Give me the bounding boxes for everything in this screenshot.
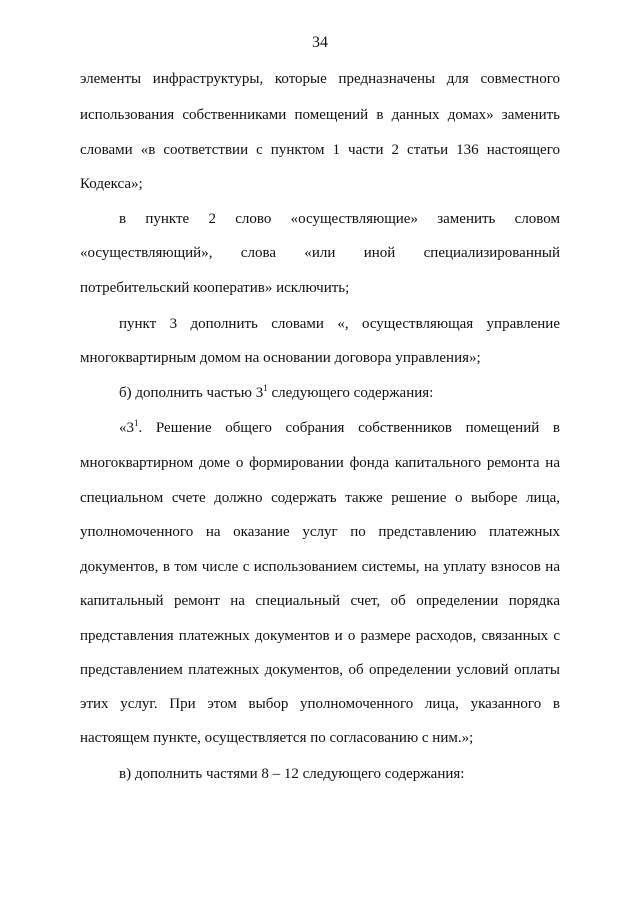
superscript: 1 — [263, 383, 268, 393]
text-line: пункт 3 дополнить словами «, осуществляющая управление — [119, 316, 560, 332]
text-line: потребительский кооператив» исключить; — [80, 280, 350, 296]
text-line: представления платежных документов и о размере расходов, связанных с — [80, 628, 560, 644]
text-line: настоящем пункте, осуществляется по согласованию с ним.»; — [80, 730, 474, 746]
text-fragment: б) дополнить частью 3 — [119, 385, 264, 401]
text-fragment: следующего содержания: — [271, 385, 434, 401]
page-number: 34 — [312, 34, 328, 51]
text-line: представлением платежных документов, об определении условий оплаты — [80, 662, 560, 678]
text-line: многоквартирном доме о формировании фонда капитального ремонта на — [80, 455, 560, 471]
text-line — [119, 383, 433, 403]
text-line: в) дополнить частями 8 – 12 следующего содержания: — [119, 766, 465, 782]
text-line: специальном счете должно содержать также решение о выборе лица, — [80, 490, 560, 506]
text-line: словами «в соответствии с пунктом 1 части 2 статьи 136 настоящего — [80, 142, 560, 158]
text-line: уполномоченного на оказание услуг по представлению платежных — [80, 524, 560, 540]
text-fragment: «3 — [119, 420, 134, 436]
text-line: документов, в том числе с использованием системы, на уплату взносов на — [80, 559, 560, 575]
text-line: использования собственниками помещений в данных домах» заменить — [80, 107, 560, 123]
text-fragment: . Решение общего собрания собственников помещений в — [138, 420, 560, 436]
text-line: «осуществляющий», слова «или иной специализированный — [80, 245, 560, 261]
text-line: элементы инфраструктуры, которые предназначены для совместного — [80, 71, 560, 87]
text-line: капитальный ремонт на специальный счет, об определении порядка — [80, 593, 560, 609]
text-line: Кодекса»; — [80, 176, 143, 192]
superscript: 1 — [134, 418, 139, 428]
text-line: в пункте 2 слово «осуществляющие» заменить словом — [119, 211, 560, 227]
text-line — [119, 418, 560, 438]
text-line: этих услуг. При этом выбор уполномоченного лица, указанного в — [80, 696, 560, 712]
text-line: многоквартирным домом на основании договора управления»; — [80, 350, 481, 366]
